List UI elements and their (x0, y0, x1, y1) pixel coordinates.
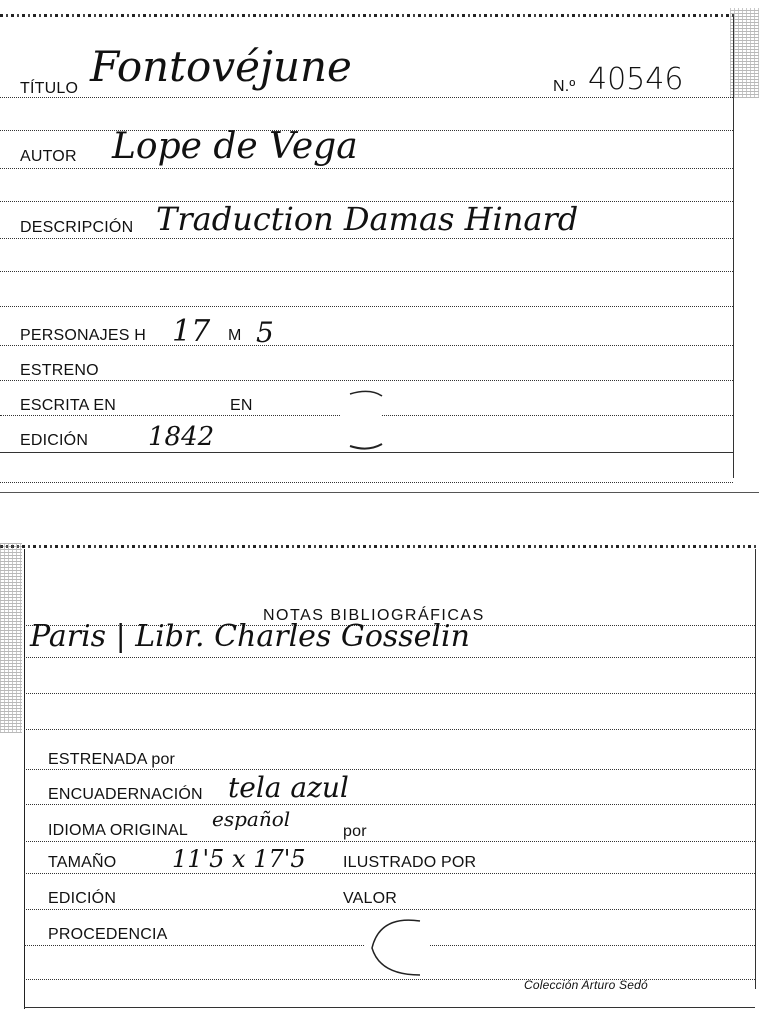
row-rule (24, 804, 755, 805)
numero-value: 40546 (588, 62, 684, 97)
descripcion-label: DESCRIPCIÓN (20, 219, 134, 236)
escrita-en-label: ESCRITA EN (20, 397, 116, 414)
row-rule (24, 729, 755, 730)
card-separator (0, 492, 759, 493)
estrenada-label: ESTRENADA por (48, 751, 176, 768)
idioma-label: IDIOMA ORIGINAL (48, 822, 188, 839)
row-rule (0, 482, 733, 483)
row-rule (0, 271, 733, 272)
card-top-edge (0, 545, 759, 548)
card-left-border (24, 549, 25, 1009)
descripcion-value: Traduction Damas Hinard (156, 200, 579, 238)
row-rule (24, 693, 755, 694)
punch-hole (360, 913, 440, 983)
personajes-m-value: 5 (256, 316, 274, 349)
personajes-h-value: 17 (172, 314, 211, 349)
edicion-value: 1842 (148, 422, 215, 452)
idioma-value: español (212, 807, 291, 831)
row-rule (0, 97, 733, 98)
row-rule (0, 415, 340, 416)
card-right-border (733, 16, 734, 478)
row-rule (24, 769, 755, 770)
punch-hole (330, 386, 390, 456)
procedencia-label: PROCEDENCIA (48, 926, 168, 943)
personajes-m-label: M (228, 327, 242, 344)
valor-label: VALOR (343, 890, 398, 907)
notas-heading: NOTAS BIBLIOGRÁFICAS (263, 607, 485, 624)
row-rule (24, 945, 364, 946)
row-rule (0, 306, 733, 307)
row-rule (430, 945, 755, 946)
paper-grain (730, 8, 759, 98)
row-rule (0, 168, 733, 169)
edicion2-label: EDICIÓN (48, 890, 117, 907)
row-rule (0, 380, 733, 381)
edicion-label: EDICIÓN (20, 432, 89, 449)
bottom-rule (24, 1007, 755, 1008)
autor-label: AUTOR (20, 148, 77, 165)
row-rule (0, 130, 733, 131)
catalog-card-top (0, 0, 759, 500)
ilustrado-label: ILUSTRADO POR (343, 854, 477, 871)
notas-value: Paris | Libr. Charles Gosselin (30, 619, 470, 654)
encuadernacion-label: ENCUADERNACIÓN (48, 786, 203, 803)
encuadernacion-value: tela azul (228, 771, 349, 804)
row-rule (0, 345, 733, 346)
tamano-value: 11'5 x 17'5 (172, 845, 306, 873)
row-rule (24, 909, 755, 910)
card-right-border (755, 549, 756, 989)
row-rule (382, 415, 733, 416)
titulo-label: TÍTULO (20, 80, 79, 97)
row-rule (0, 238, 733, 239)
row-rule (24, 657, 755, 658)
row-rule (24, 873, 755, 874)
personajes-label: PERSONAJES H (20, 327, 146, 344)
card-top-edge (0, 14, 735, 17)
row-rule (24, 841, 755, 842)
catalog-card-bottom (0, 535, 759, 1028)
paper-grain (0, 543, 22, 733)
en-label: EN (230, 397, 253, 414)
autor-value: Lope de Vega (112, 126, 358, 167)
collection-footer: Colección Arturo Sedó (524, 978, 648, 992)
tamano-label: TAMAÑO (48, 854, 117, 871)
estreno-label: ESTRENO (20, 362, 99, 379)
idioma-por-label: por (343, 823, 367, 840)
titulo-value: Fontovéjune (90, 42, 352, 91)
numero-label: N.º (553, 78, 576, 95)
